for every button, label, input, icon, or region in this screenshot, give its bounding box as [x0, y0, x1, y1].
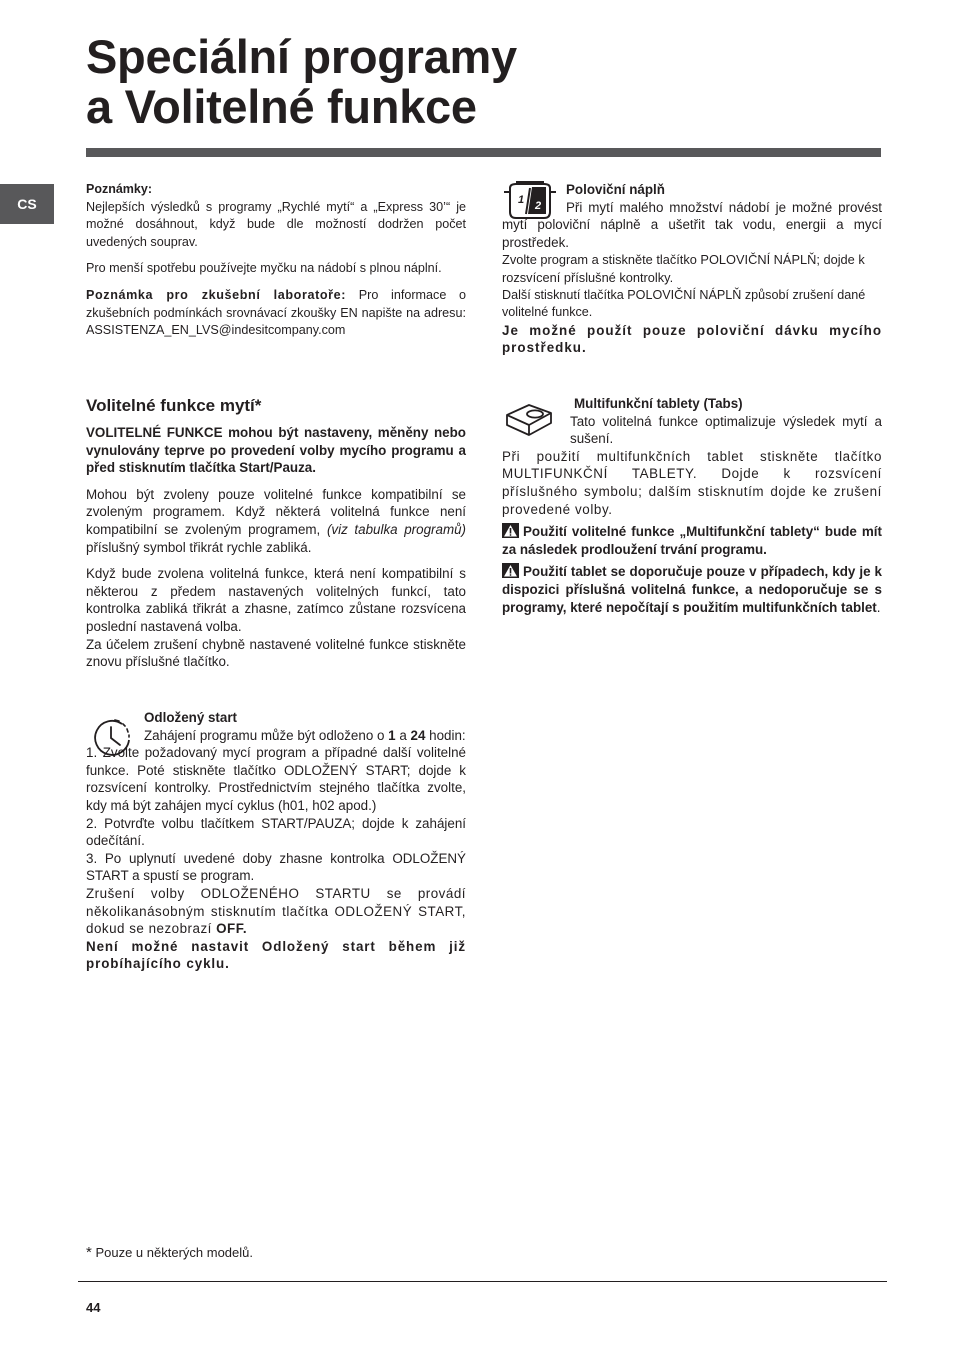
delay-cancel-text: Zrušení volby ODLOŽENÉHO STARTU se provádí několikanásobným stisknutím tlačítka ODLOŽENÝ START, dokud se nezobrazí — [86, 885, 466, 937]
footnote-text: Pouze u některých modelů. — [91, 1245, 253, 1260]
options-intro: VOLITELNÉ FUNKCE mohou být nastaveny, měněny nebo vynulovány teprve po provedení volby mycího programu a před stisknutím tlačítka Start/Pauza. — [86, 425, 466, 476]
tabs-warning-2 — [502, 563, 882, 616]
half-load-paragraph-1: Při mytí malého množství nádobí je možné provést mytí poloviční náplně a ušetřit tak vodu, energii a mycí prostředek. — [502, 199, 882, 250]
footnote — [86, 1244, 253, 1261]
half-load-section — [502, 181, 882, 357]
options-paragraph-4: Za účelem zrušení chybně nastavené volitelné funkce stiskněte znovu příslušné tlačítko. — [86, 636, 466, 670]
options-paragraph-2 — [86, 486, 466, 556]
program-table-reference: (viz tabulka programů) — [326, 521, 467, 537]
tabs-section — [502, 395, 882, 616]
tabs-warning-1-text: Použití volitelné funkce „Multifunkční tablety“ bude mít za následek prodloužení trvání programu. — [502, 524, 882, 557]
half-load-paragraph-2: Zvolte program a stiskněte tlačítko POLOVIČNÍ NÁPLŇ; dojde k rozsvícení příslušné kontrolky. — [502, 252, 865, 285]
tabs-paragraph-1: Tato volitelná funkce optimalizuje výsledek mytí a sušení. — [570, 413, 882, 447]
delay-start-section — [86, 709, 466, 973]
half-load-heading: Poloviční náplň — [566, 182, 665, 197]
notes-section — [86, 181, 466, 340]
tabs-heading: Multifunkční tablety (Tabs) — [574, 396, 743, 411]
delay-intro-text: Zahájení programu může být odloženo o — [144, 727, 389, 743]
notes-paragraph-2: Pro menší spotřebu používejte myčku na nádobí s plnou náplní. — [86, 261, 442, 276]
half-load-icon-label-1: 1 — [518, 194, 525, 206]
warning-icon — [502, 563, 519, 578]
half-load-detergent-note: Je možné použít pouze poloviční dávku mycího prostředku. — [502, 322, 882, 356]
delay-step-2: 2. Potvrďte volbu tlačítkem START/PAUZA; dojde k zahájení odečítání. — [86, 815, 466, 849]
notes-paragraph-3 — [86, 287, 466, 340]
delay-warning: Není možné nastavit Odložený start během již probíhajícího cyklu. — [86, 938, 466, 972]
options-p2-text-a: Mohou být zvoleny pouze volitelné funkce kompatibilní se zvoleným programem. Když některá volitelná funkce není kompatibilní se zvoleným programem, — [86, 486, 466, 537]
delay-intro-and: a — [395, 727, 411, 743]
title-line-1: Speciální programy — [86, 30, 517, 83]
header-rule — [86, 148, 881, 157]
delay-off-value: OFF. — [216, 921, 248, 937]
lab-note-label: Poznámka pro zkušební laboratoře: — [86, 287, 347, 302]
delay-intro-hours: hodin: — [425, 727, 466, 743]
half-load-icon-label-2: 2 — [535, 200, 542, 212]
lab-note-text: Pro informace o zkušebních podmínkách srovnávací zkoušky EN napište na adresu: ASSISTENZA_EN_LVS@indesitcompany.com — [86, 287, 466, 338]
options-p2-text-b: příslušný symbol třikrát rychle zabliká. — [86, 539, 312, 555]
options-paragraph-3: Když bude zvolena volitelná funkce, která není kompatibilní s některou z předem nastavených volitelných funkcí, tato kontrolka zabliká třikrát a zhasne, zatímco zůstane rozsvícena poslední nastavená volba. — [86, 566, 466, 634]
language-tab: CS — [0, 184, 54, 224]
tabs-warning-2-end: . — [876, 599, 881, 615]
delay-step-1: 1. Zvolte požadovaný mycí program a případné další volitelné funkce. Poté stiskněte tlačítko ODLOŽENÝ START; dojde k rozsvícení kontrolky. Prostřednictvím stejného tlačítka zvolte, kdy má být zahájen mycí cyklus (h01, h02 apod.) — [86, 745, 466, 813]
notes-paragraph-1: Nejlepších výsledků s programy „Rychlé mytí“ a „Express 30’“ je možné dosáhnout, když bude dle možností dodržen počet uvedených souprav. — [86, 199, 466, 249]
delay-max-hours: 24 — [410, 727, 426, 743]
warning-icon — [502, 523, 519, 538]
options-heading: Volitelné funkce mytí* — [86, 396, 262, 415]
delay-min-hours: 1 — [388, 727, 396, 743]
options-section — [86, 395, 466, 671]
half-load-paragraph-3: Další stisknutí tlačítka POLOVIČNÍ NÁPLŇ způsobí zrušení dané volitelné funkce. — [502, 287, 866, 320]
tabs-warning-1 — [502, 523, 882, 558]
delay-step-3: 3. Po uplynutí uvedené doby zhasne kontrolka ODLOŽENÝ START a spustí se program. — [86, 850, 466, 884]
delay-start-heading: Odložený start — [144, 710, 238, 725]
notes-heading: Poznámky: — [86, 182, 152, 196]
title-line-2: a Volitelné funkce — [86, 80, 477, 133]
footnote-mark: * — [86, 1244, 92, 1261]
page-title — [86, 32, 517, 132]
page-number: 44 — [86, 1300, 101, 1315]
tabs-paragraph-2: Při použití multifunkčních tablet stiskněte tlačítko MULTIFUNKČNÍ TABLETY. Dojde k rozsvícení příslušného symbolu; dalším stisknutím dojde ke zrušení provedené volby. — [502, 448, 882, 517]
delay-start-intro — [86, 727, 466, 745]
footer-rule — [78, 1281, 887, 1282]
tabs-warning-2-text: Použití tablet se doporučuje pouze v případech, kdy je k dispozici příslušná volitelná funkce, a nedoporučuje se s programy, které nepočítají s použitím multifunkčních tablet — [502, 564, 882, 615]
delay-cancel — [86, 885, 466, 938]
